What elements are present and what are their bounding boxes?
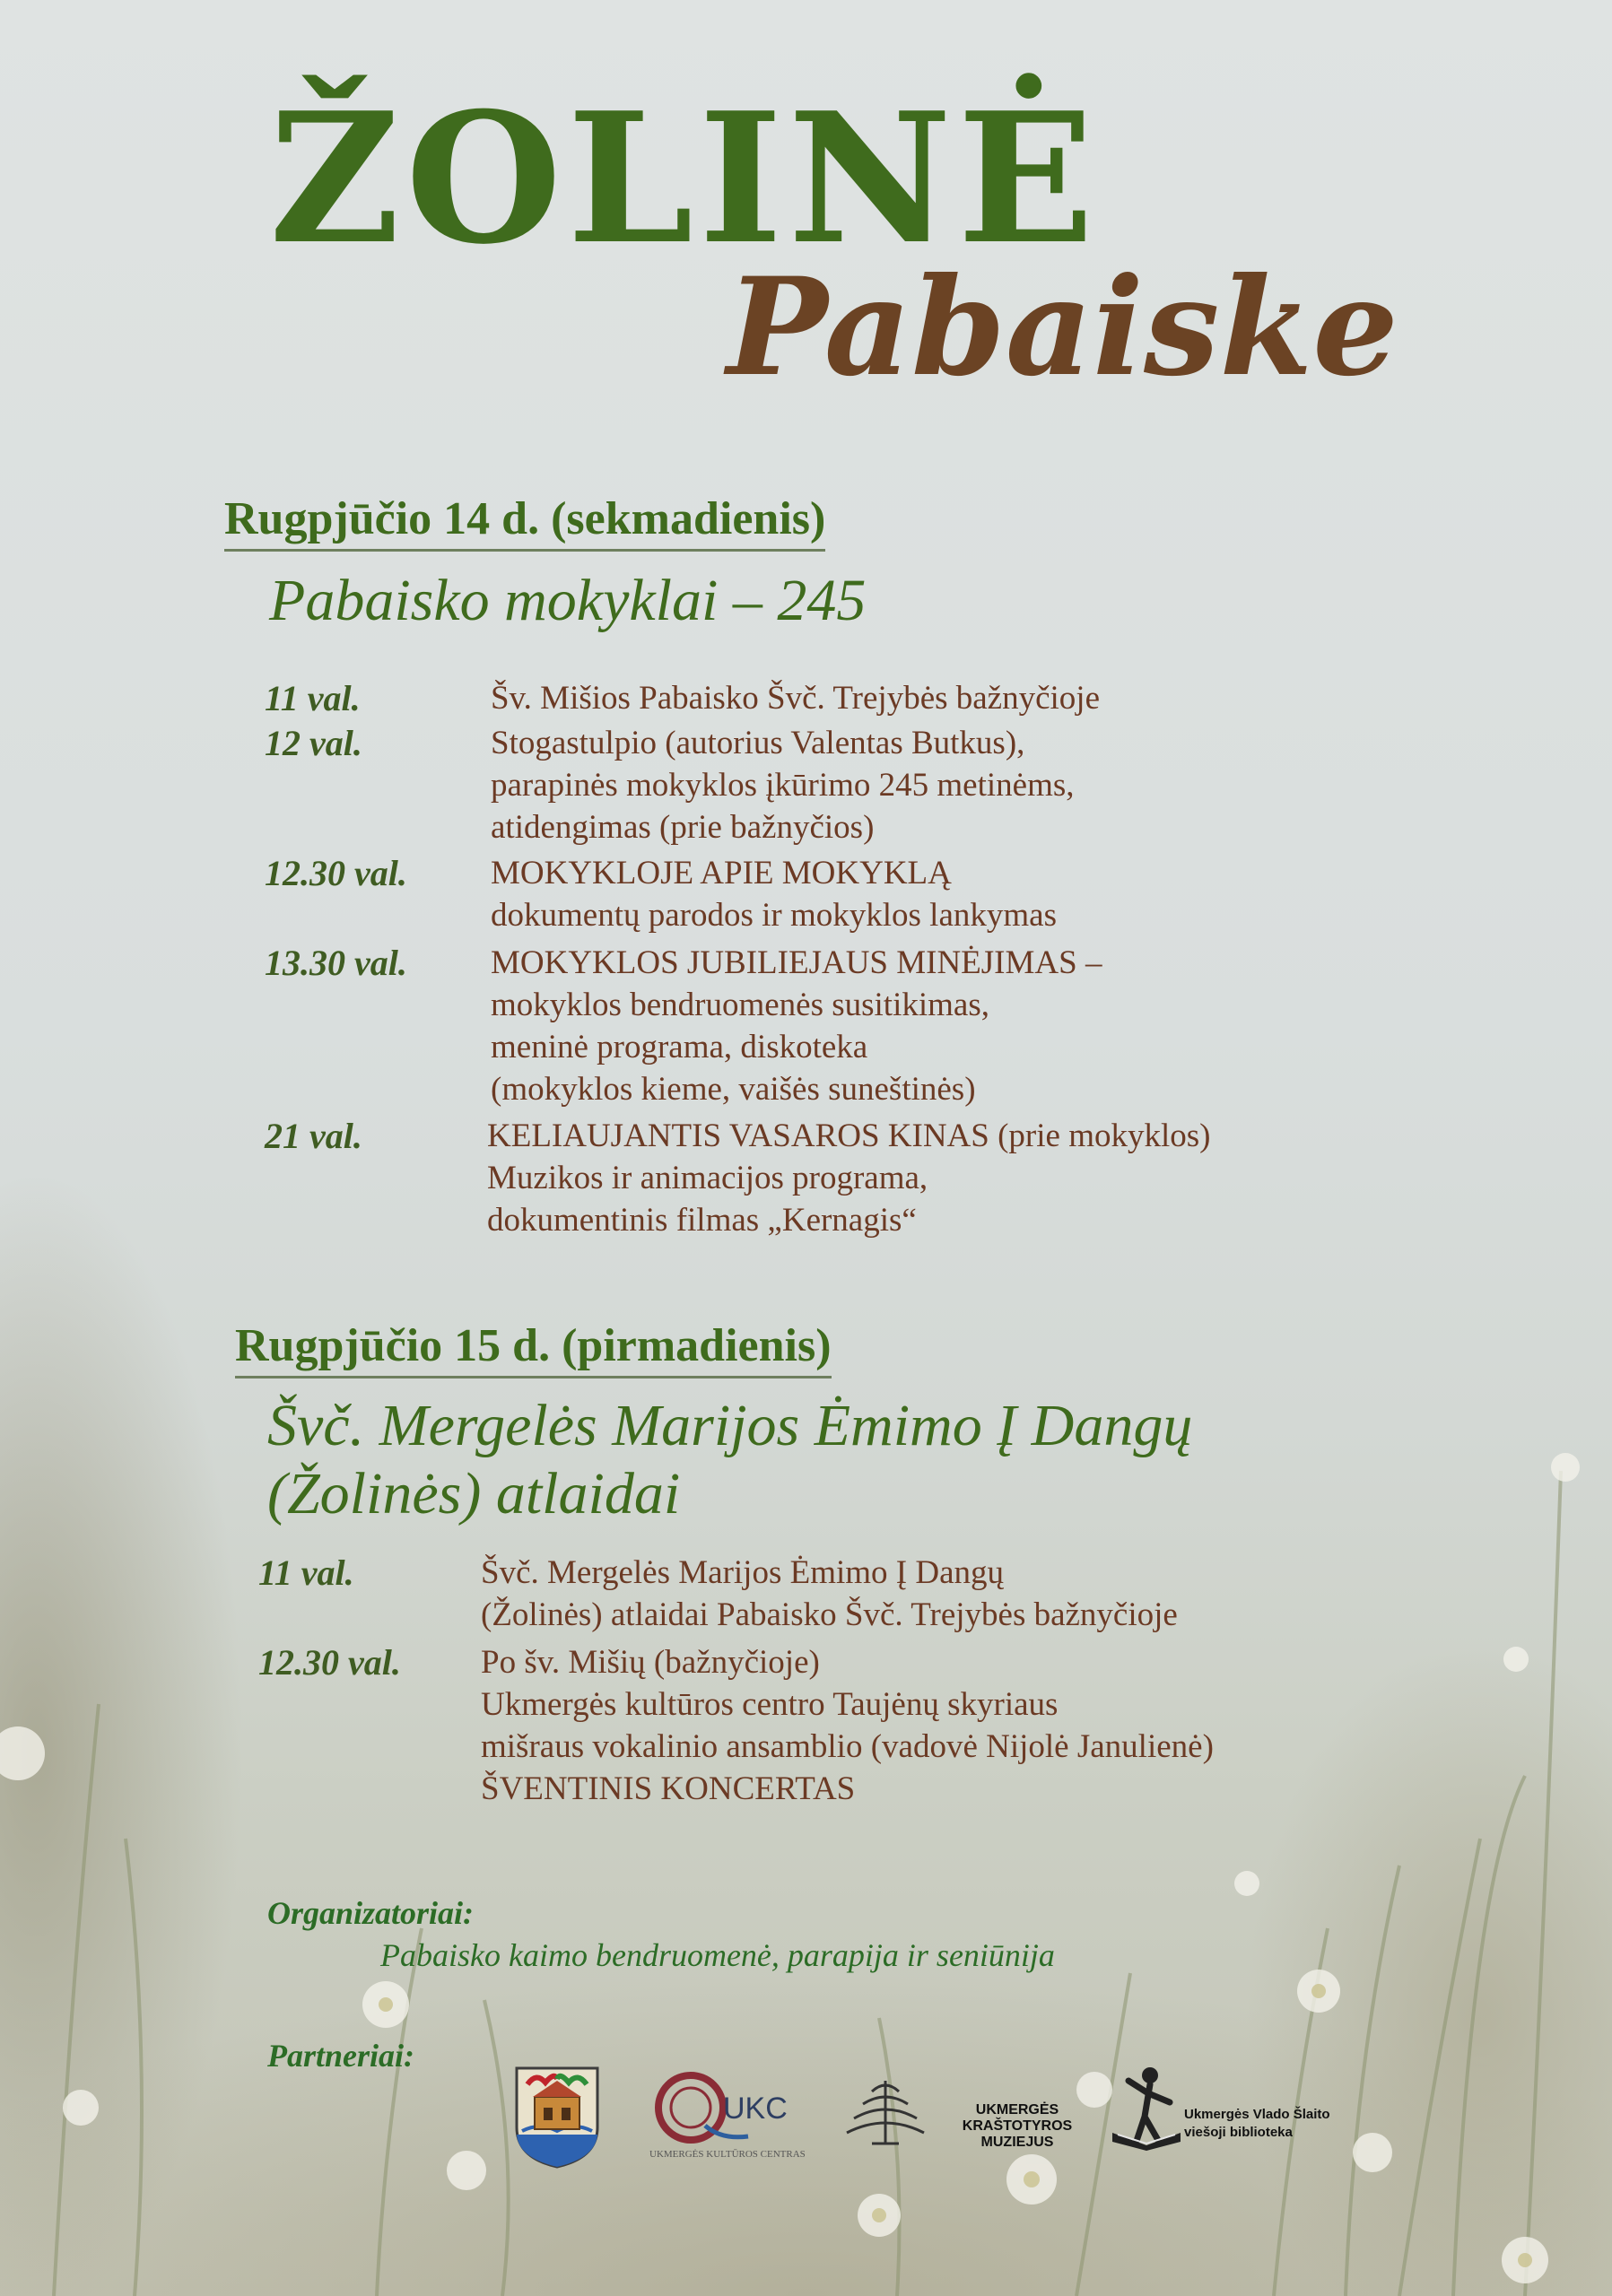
event-line: KELIAUJANTIS VASAROS KINAS (prie mokyklos) [487, 1118, 1211, 1154]
day1-subtitle: Pabaisko mokyklai – 245 [269, 568, 867, 633]
library-reader-icon [1109, 2063, 1184, 2152]
event-line: dokumentų parodos ir mokyklos lankymas [491, 897, 1057, 934]
partners-label: Partneriai: [267, 2038, 415, 2074]
event-time: 21 val. [265, 1116, 362, 1156]
event-line: MOKYKLOJE APIE MOKYKLĄ [491, 855, 952, 891]
event-line: (Žolinės) atlaidai Pabaisko Švč. Trejybės bažnyčioje [481, 1596, 1178, 1633]
event-line: MOKYKLOS JUBILIEJAUS MINĖJIMAS – [491, 944, 1102, 981]
event-line: Šv. Mišios Pabaisko Švč. Trejybės bažnyčioje [491, 680, 1101, 717]
event-line: Švč. Mergelės Marijos Ėmimo Į Dangų [481, 1554, 1005, 1591]
library-logo-text: Ukmergės Vlado Šlaito viešoji biblioteka [1184, 2107, 1330, 2140]
ukc-logo-text: UKC [723, 2092, 788, 2126]
event-line: mišraus vokalinio ansamblio (vadovė Nijolė Janulienė) [481, 1728, 1214, 1765]
day2-subtitle [267, 1392, 1192, 1528]
ukc-logo-icon [649, 2070, 811, 2147]
event-line: atidengimas (prie bažnyčios) [491, 809, 875, 846]
event-line: mokyklos bendruomenės susitikimas, [491, 987, 989, 1023]
event-line: Stogastulpio (autorius Valentas Butkus), [491, 725, 1025, 761]
event-time: 11 val. [258, 1552, 354, 1593]
event-description [481, 1552, 1178, 1636]
folk-sculpture-icon [836, 2074, 935, 2151]
event-line: parapinės mokyklos įkūrimo 245 metinėms, [491, 767, 1075, 804]
event-description [491, 677, 1100, 719]
event-description [491, 722, 1075, 848]
day2-heading: Rugpjūčio 15 d. (pirmadienis) [235, 1318, 832, 1378]
day2-subtitle-line: (Žolinės) atlaidai [267, 1460, 681, 1526]
event-time: 12 val. [265, 723, 362, 763]
event-time: 12.30 val. [265, 853, 407, 893]
ukc-caption: UKMERGĖS KULTŪROS CENTRAS [649, 2149, 806, 2160]
event-description [487, 1115, 1210, 1241]
coat-of-arms-icon [513, 2065, 601, 2169]
event-line: Ukmergės kultūros centro Taujėnų skyriaus [481, 1686, 1059, 1723]
event-line: (mokyklos kieme, vaišės suneštinės) [491, 1071, 976, 1108]
event-line: meninė programa, diskoteka [491, 1029, 868, 1065]
event-description [491, 852, 1057, 936]
event-time: 12.30 val. [258, 1642, 401, 1683]
day1-heading: Rugpjūčio 14 d. (sekmadienis) [224, 491, 825, 552]
event-time: 13.30 val. [265, 943, 407, 983]
event-line: Po šv. Mišių (bažnyčioje) [481, 1644, 820, 1681]
organizers-label: Organizatoriai: [267, 1895, 475, 1931]
title-sub: Pabaiske [727, 248, 1399, 406]
museum-logo-text: UKMERGĖS KRAŠTOTYROS MUZIEJUS [962, 2102, 1073, 2150]
title-main: ŽOLINĖ [269, 74, 1100, 284]
event-description [481, 1641, 1214, 1810]
event-description [491, 942, 1102, 1110]
event-line: Muzikos ir animacijos programa, [487, 1160, 928, 1196]
organizers-text: Pabaisko kaimo bendruomenė, parapija ir seniūnija [380, 1937, 1055, 1973]
event-time: 11 val. [265, 678, 361, 718]
event-line: ŠVENTINIS KONCERTAS [481, 1770, 856, 1807]
day2-subtitle-line: Švč. Mergelės Marijos Ėmimo Į Dangų [267, 1393, 1193, 1458]
event-line: dokumentinis filmas „Kernagis“ [487, 1202, 917, 1239]
